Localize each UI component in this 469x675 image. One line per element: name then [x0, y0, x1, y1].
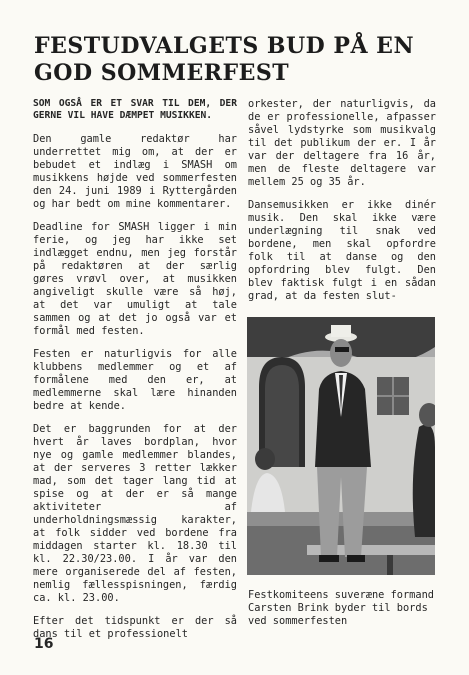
paragraph-left-4: Det er baggrunden for at der hvert år laves bordplan, hvor nye og gamle medlemmer blandes, at der serveres 3 retter lækker mad, som det tager lang tid at spise og at der er så mange aktiviteter af underholdningsmæssig karakter, at folk sidder ved bordene fra middagen starter kl. 18.30 til kl. 22.30/23.00. I år var den mere organiserede del af festen, nemlig fællesspisningen, færdig ca. kl. 23.00. [33, 422, 237, 604]
article-headline: FESTUDVALGETS BUD PÅ EN GOD SOMMERFEST [34, 33, 415, 86]
paragraph-right-2: Dansemusikken er ikke dinér musik. Den skal ikke være underlægning til snak ved bordene, men skal opfordre folk til at danse og den opfordring blev fulgt. Den blev faktisk fulgt i en sådan grad, at da festen slut- [248, 199, 436, 302]
paragraph-left-5: Efter det tidspunkt er der så dans til et professionelt [33, 614, 237, 640]
photo-illustration [247, 317, 435, 575]
sommerfest-photo [247, 317, 435, 575]
paragraph-left-3: Festen er naturligvis for alle klubbens medlemmer og et af formålene med den er, at medlemmerne skal lære hinanden bedre at kende. [33, 347, 237, 412]
page-number: 16 [34, 636, 54, 652]
paragraph-right-1: orkester, der naturligvis, da de er professionelle, afpasser såvel lydstyrke som musikvalg til det publikum der er. I år var der deltagere fra 16 år, men de fleste deltagere var mellem 25 og 35 år. [248, 98, 436, 188]
article-lead: SOM OGSÅ ER ET SVAR TIL DEM, DER GERNE VIL HAVE DÆMPET MUSIKKEN. [33, 98, 237, 122]
right-column [248, 98, 436, 313]
photo-caption: Festkomiteens suveræne formand Carsten Brink byder til bords ved sommerfesten [248, 589, 434, 627]
left-column [33, 98, 237, 651]
paragraph-left-2: Deadline for SMASH ligger i min ferie, og jeg har ikke set indlægget endnu, men jeg forstår på redaktøren at der særlig gøres vrøvl over, at musikken angiveligt skulle være så høj, at det var umuligt at tale sammen og at det jo også var et formål med festen. [33, 220, 237, 337]
paragraph-left-1: Den gamle redaktør har underrettet mig om, at der er bebudet et indlæg i SMASH om musikkens højde ved sommerfesten den 24. juni 1989 i Ryttergården og har bedt om mine kommentarer. [33, 132, 237, 210]
